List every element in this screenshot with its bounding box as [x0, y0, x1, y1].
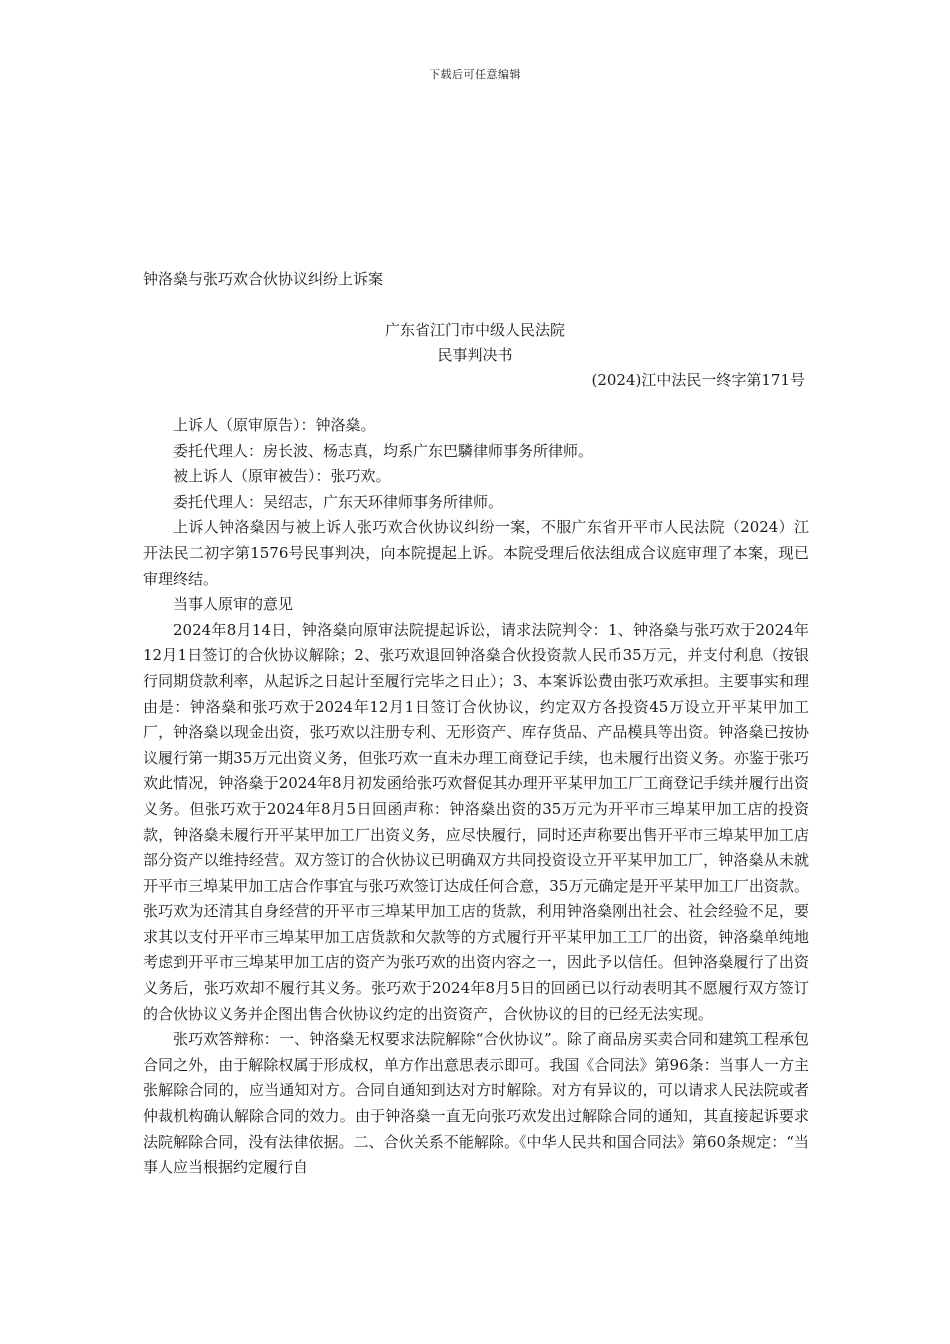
- paragraph-appellant-agent: 委托代理人：房长波、杨志真，均系广东巴驎律师事务所律师。: [173, 441, 594, 460]
- case-title: 钟洛燊与张巧欢合伙协议纠纷上诉案: [143, 270, 384, 288]
- paragraph-appellee-agent: 委托代理人：吴绍志，广东天环律师事务所律师。: [173, 492, 504, 511]
- section-heading: 当事人原审的意见: [173, 595, 294, 614]
- paragraph-case-intro: 上诉人钟洛燊因与被上诉人张巧欢合伙协议纠纷一案，不服广东省开平市人民法院（2024）江开法民二初字第1576号民事判决，向本院提起上诉。本院受理后依法组成合议庭审理了本案，现已审理终结。: [143, 518, 809, 588]
- paragraph-appellee: 被上诉人（原审被告）：张巧欢。: [173, 467, 391, 486]
- paragraph-plaintiff-claims: 2024年8月14日，钟洛燊向原审法院提起诉讼，请求法院判令：1、钟洛燊与张巧欢于2024年12月1日签订的合伙协议解除；2、张巧欢退回钟洛燊合伙投资款人民币35万元，并支付利息（按银行同期贷款利率，从起诉之日起计至履行完毕之日止）；3、本案诉讼费由张巧欢承担。主要事实和理由是：钟洛燊和张巧欢于2024年12月1日签订合伙协议，约定双方各投资45万设立开平某甲加工厂，钟洛燊以现金出资，张巧欢以注册专利、无形资产、库存货品、产品模具等出资。钟洛燊已按协议履行第一期35万元出资义务，但张巧欢一直未办理工商登记手续，也未履行出资义务。亦鉴于张巧欢此情况，钟洛燊于2024年8月初发函给张巧欢督促其办理开平某甲加工厂工商登记手续并履行出资义务。但张巧欢于2024年8月5日回函声称：钟洛燊出资的35万元为开平市三埠某甲加工店的投资款，钟洛燊未履行开平某甲加工厂出资义务，应尽快履行，同时还声称要出售开平市三埠某甲加工店部分资产以维持经营。双方签订的合伙协议已明确双方共同投资设立开平某甲加工厂，钟洛燊从未就开平市三埠某甲加工店合作事宜与张巧欢签订达成任何合意，35万元确定是开平某甲加工厂出资款。张巧欢为还清其自身经营的开平市三埠某甲加工店的货款，利用钟洛燊刚出社会、社会经验不足，要求其以支付开平市三埠某甲加工店货款和欠款等的方式履行开平某甲加工工厂的出资，钟洛燊单纯地考虑到开平市三埠某甲加工店的资产为张巧欢的出资内容之一，因此予以信任。但钟洛燊履行了出资义务后，张巧欢却不履行其义务。张巧欢于2024年8月5日的回函已以行动表明其不愿履行双方签订的合伙协议义务并企图出售合伙协议约定的出资资产，合伙协议的目的已经无法实现。: [143, 620, 809, 1023]
- document-type: 民事判决书: [437, 346, 513, 364]
- judgment-body: [143, 413, 809, 1181]
- paragraph-appellant: 上诉人（原审原告）：钟洛燊。: [173, 416, 376, 434]
- download-note: 下载后可任意编辑: [429, 68, 521, 81]
- case-number: (2024)江中法民一终字第171号: [591, 371, 805, 389]
- court-name: 广东省江门市中级人民法院: [384, 321, 565, 339]
- paragraph-defendant-reply: 张巧欢答辩称：一、钟洛燊无权要求法院解除“合伙协议”。除了商品房买卖合同和建筑工程承包合同之外，由于解除权属于形成权，单方作出意思表示即可。我国《合同法》第96条：当事人一方主张解除合同的，应当通知对方。合同自通知到达对方时解除。对方有异议的，可以请求人民法院或者仲裁机构确认解除合同的效力。由于钟洛燊一直无向张巧欢发出过解除合同的通知，其直接起诉要求法院解除合同，没有法律依据。二、合伙关系不能解除。《中华人民共和国合同法》第60条规定：“当事人应当根据约定履行自: [143, 1030, 809, 1177]
